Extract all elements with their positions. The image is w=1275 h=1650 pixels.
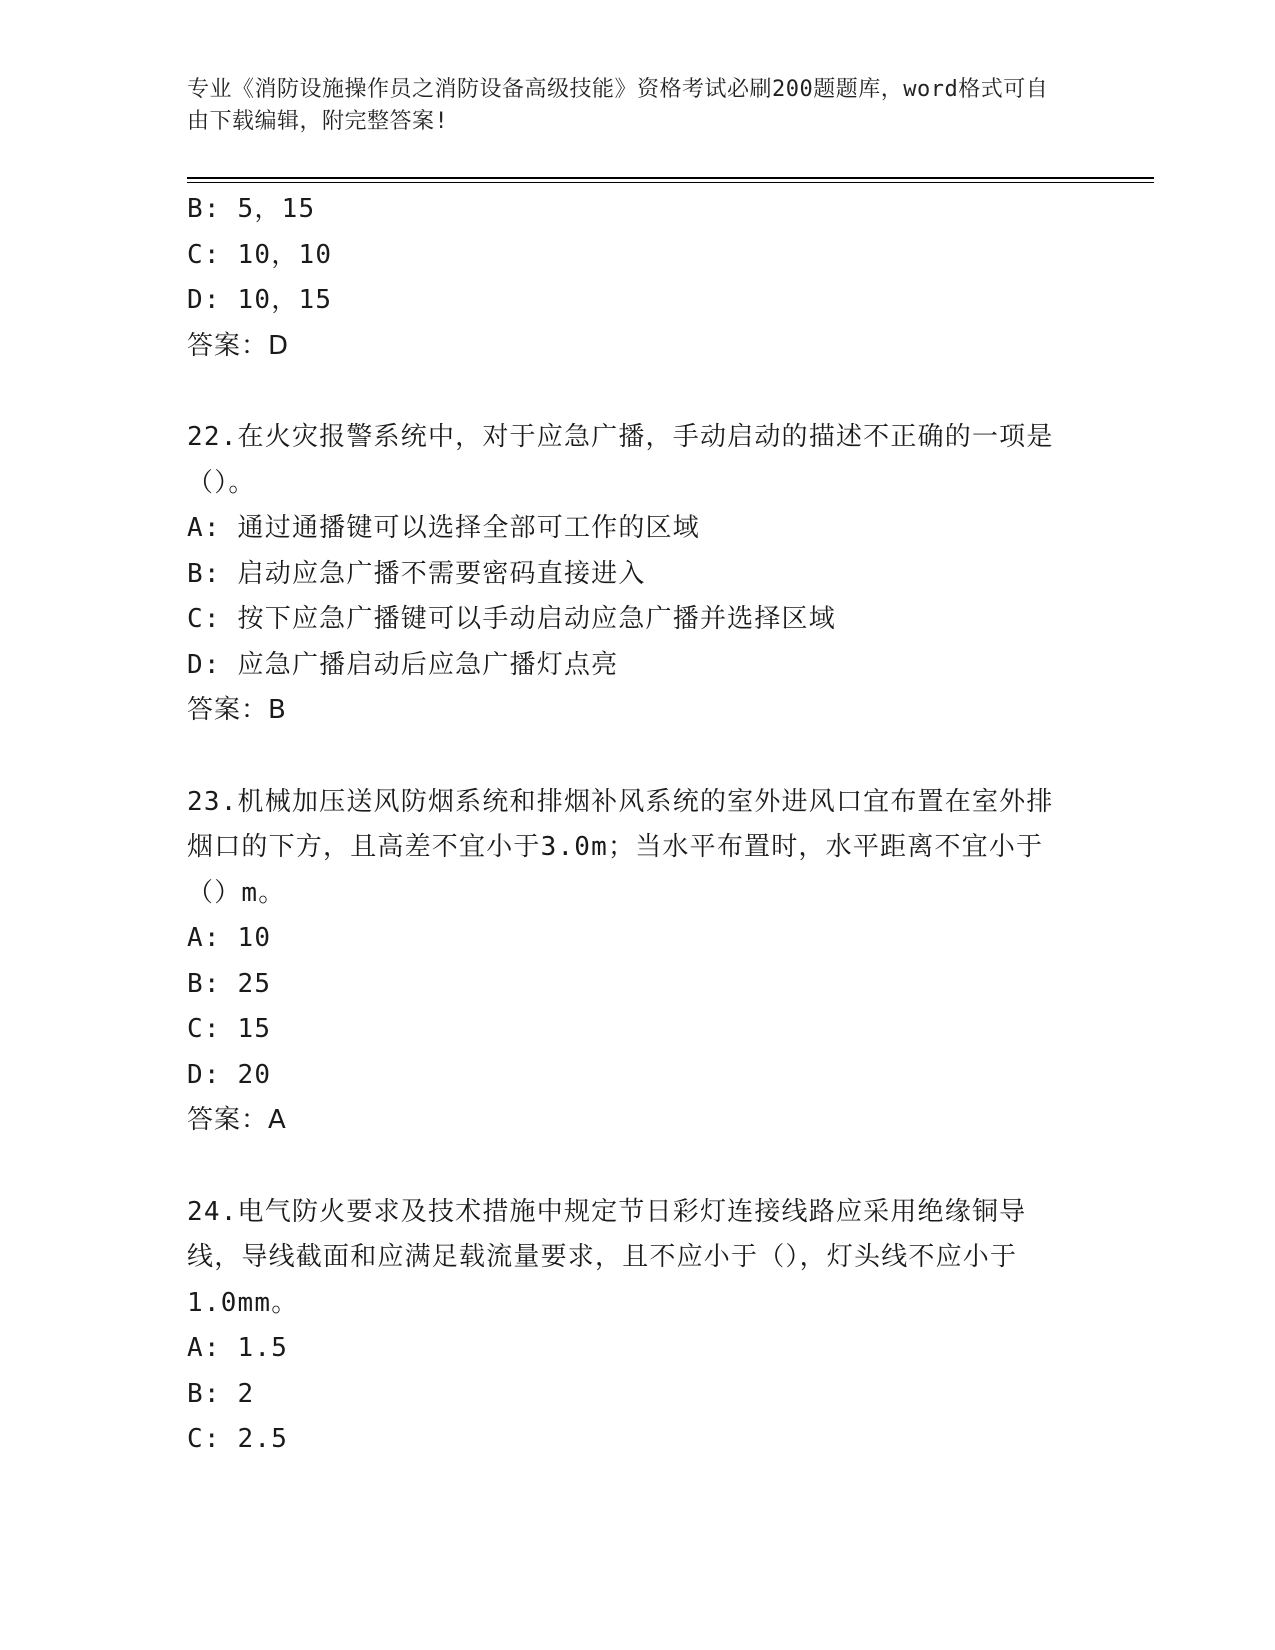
question-fragment (187, 187, 1077, 369)
option-c: C: 按下应急广播键可以手动启动应急广播并选择区域 (187, 604, 836, 634)
question-text: 23.机械加压送风防烟系统和排烟补风系统的室外进风口宜布置在室外排烟口的下方，且高差不宜小于3.0m；当水平布置时，水平距离不宜小于（）m。 (187, 786, 1054, 908)
question-text: 22.在火灾报警系统中，对于应急广播，手动启动的描述不正确的一项是（）。 (187, 422, 1054, 498)
option-d: D: 应急广播启动后应急广播灯点亮 (187, 649, 619, 680)
question-23 (187, 780, 1077, 1144)
option-b: B: 25 (187, 968, 272, 999)
option-c: C: 2.5 (187, 1424, 289, 1454)
option-b: B: 2 (187, 1378, 255, 1409)
header-divider-thin (187, 182, 1154, 183)
question-22 (187, 415, 1077, 734)
option-a: A: 通过通播键可以选择全部可工作的区域 (187, 513, 700, 543)
option-b: B: 5，15 (187, 194, 316, 224)
option-c: C: 15 (187, 1014, 272, 1044)
page-header: 专业《消防设施操作员之消防设备高级技能》资格考试必刷200题题库，word格式可自由下载编辑，附完整答案! (187, 77, 1049, 134)
question-text: 24.电气防火要求及技术措施中规定节日彩灯连接线路应采用绝缘铜导线，导线截面和应满足载流量要求，且不应小于（），灯头线不应小于1.0mm。 (187, 1196, 1027, 1318)
option-b: B: 启动应急广播不需要密码直接进入 (187, 558, 646, 589)
answer: 答案：B (187, 695, 287, 725)
question-list (187, 187, 1077, 1463)
option-d: D: 20 (187, 1059, 272, 1090)
answer: 答案：A (187, 1105, 287, 1135)
option-a: A: 10 (187, 923, 272, 953)
spacer (187, 1144, 1077, 1190)
header-divider-thick (187, 177, 1154, 179)
option-c: C: 10，10 (187, 239, 333, 270)
option-a: A: 1.5 (187, 1333, 289, 1363)
question-24 (187, 1190, 1077, 1463)
spacer (187, 369, 1077, 415)
spacer (187, 734, 1077, 780)
answer: 答案：D (187, 330, 290, 361)
option-d: D: 10，15 (187, 285, 333, 315)
